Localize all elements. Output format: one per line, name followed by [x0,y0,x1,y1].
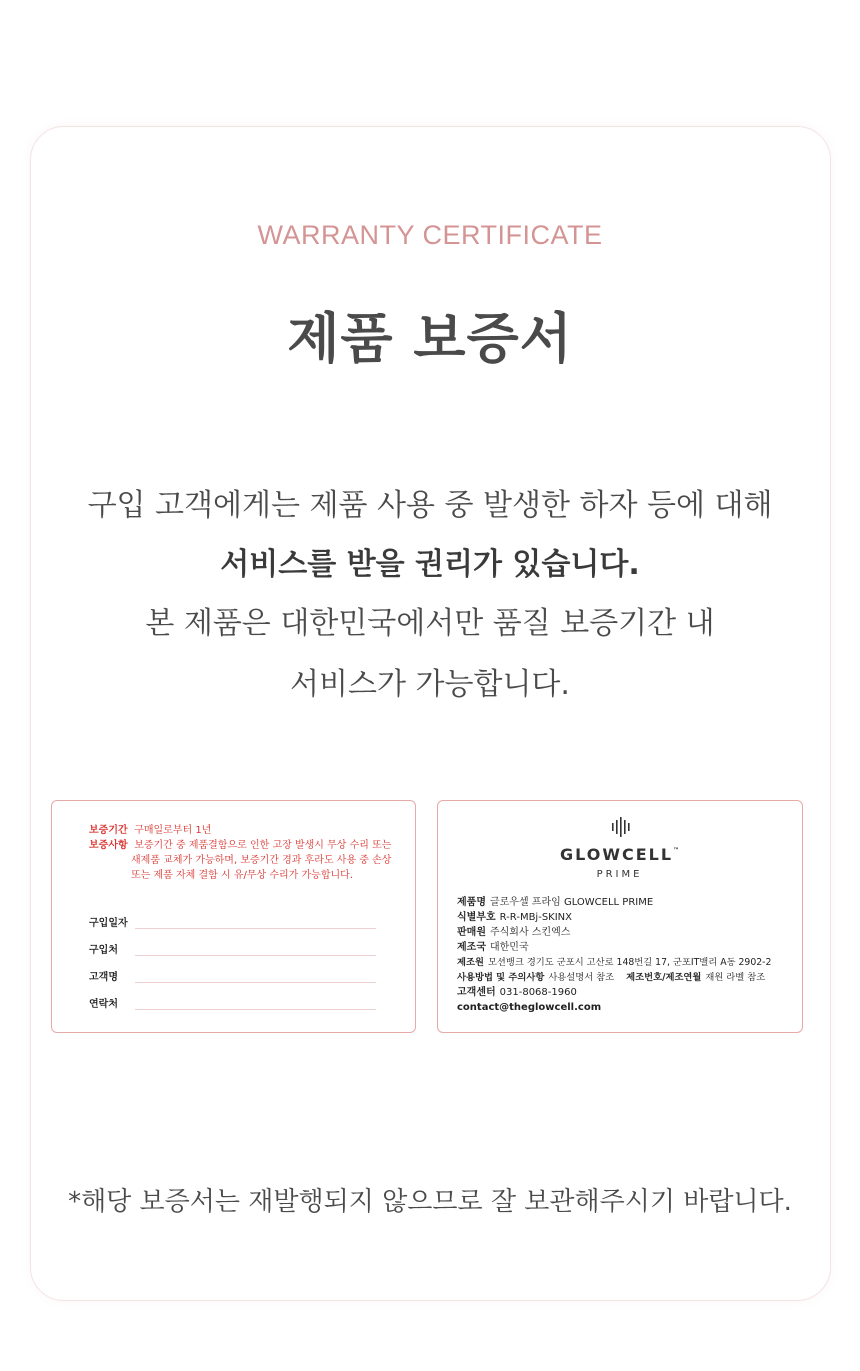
fill-line [135,982,376,983]
field-label: 구입일자 [89,918,128,929]
page-title: 제품 보증서 [287,307,573,370]
intro-line-2: 서비스를 받을 권리가 있습니다. [220,547,640,582]
sound-wave-icon [610,817,632,837]
intro-line-4: 서비스가 가능합니다. [290,667,570,702]
warranty-period-label: 보증기간 [89,825,128,836]
purchase-place-field[interactable] [89,938,376,958]
product-info-card [437,800,803,1033]
info-value: 주식회사 스킨엑스 [489,927,571,938]
product-card-reflection [437,1035,803,1155]
usage-row [457,970,765,985]
purchase-date-field[interactable] [89,911,376,931]
field-label: 연락처 [89,999,118,1010]
warranty-terms-line-1: 보증기간 중 제품결함으로 인한 고장 발생시 무상 수리 또는 [134,840,392,851]
info-label: 제품명 [457,897,486,908]
customer-center-row [457,985,577,1000]
fill-line [135,955,376,956]
warranty-period-row [89,823,211,838]
info-value: 사용설명서 참조 [548,972,615,983]
email-link[interactable]: contact@theglowcell.com [457,1002,602,1013]
info-label: 제조번호/제조연월 [626,972,702,983]
trademark-mark: ™ [673,847,680,854]
brand-logo [438,845,801,864]
info-label: 고객센터 [457,987,496,998]
info-label: 판매원 [457,927,486,938]
brand-sub: PRIME [596,869,643,880]
manufacturer-row [457,955,771,970]
info-label: 사용방법 및 주의사항 [457,972,545,983]
info-value: 대한민국 [489,942,529,953]
info-label: 식별부호 [457,912,496,923]
info-label: 제조원 [457,957,484,968]
brand-name: GLOWCELL [559,845,674,864]
product-name-row [457,895,653,910]
field-label: 고객명 [89,972,118,983]
customer-name-field[interactable] [89,965,376,985]
info-value: 모션뱅크 경기도 군포시 고산로 148번길 17, 군포IT밸리 A동 2902-2 [487,957,772,968]
field-label: 구입처 [89,945,118,956]
warranty-card [51,800,416,1033]
warranty-card-reflection [51,1035,416,1155]
info-label: 제조국 [457,942,486,953]
warranty-terms-row [89,838,391,853]
eyebrow-title: WARRANTY CERTIFICATE [257,220,603,250]
fill-line [135,1009,376,1010]
warranty-terms-line-3: 또는 제품 자체 결함 시 유/무상 수리가 가능합니다. [131,870,353,881]
contact-field[interactable] [89,992,376,1012]
info-value: 031-8068-1960 [499,987,577,998]
warranty-terms-label: 보증사항 [89,840,128,851]
intro-line-1: 구입 고객에게는 제품 사용 중 발생한 하자 등에 대해 [87,488,773,523]
country-row [457,940,529,955]
intro-line-3: 본 제품은 대한민국에서만 품질 보증기간 내 [145,606,715,641]
seller-row [457,925,570,940]
info-value: 글로우셀 프라임 GLOWCELL PRIME [489,897,654,908]
info-value: R-R-MBj-SKINX [499,912,573,923]
info-value: 재원 라벨 참조 [705,972,766,983]
identifier-row [457,910,572,925]
warranty-period-value: 구매일로부터 1년 [134,825,212,836]
warranty-terms-line-2: 새제품 교체가 가능하며, 보증기간 경과 후라도 사용 중 손상 [131,855,392,866]
storage-notice: *해당 보증서는 재발행되지 않으므로 잘 보관해주시기 바랍니다. [68,1187,792,1217]
fill-line [135,928,376,929]
